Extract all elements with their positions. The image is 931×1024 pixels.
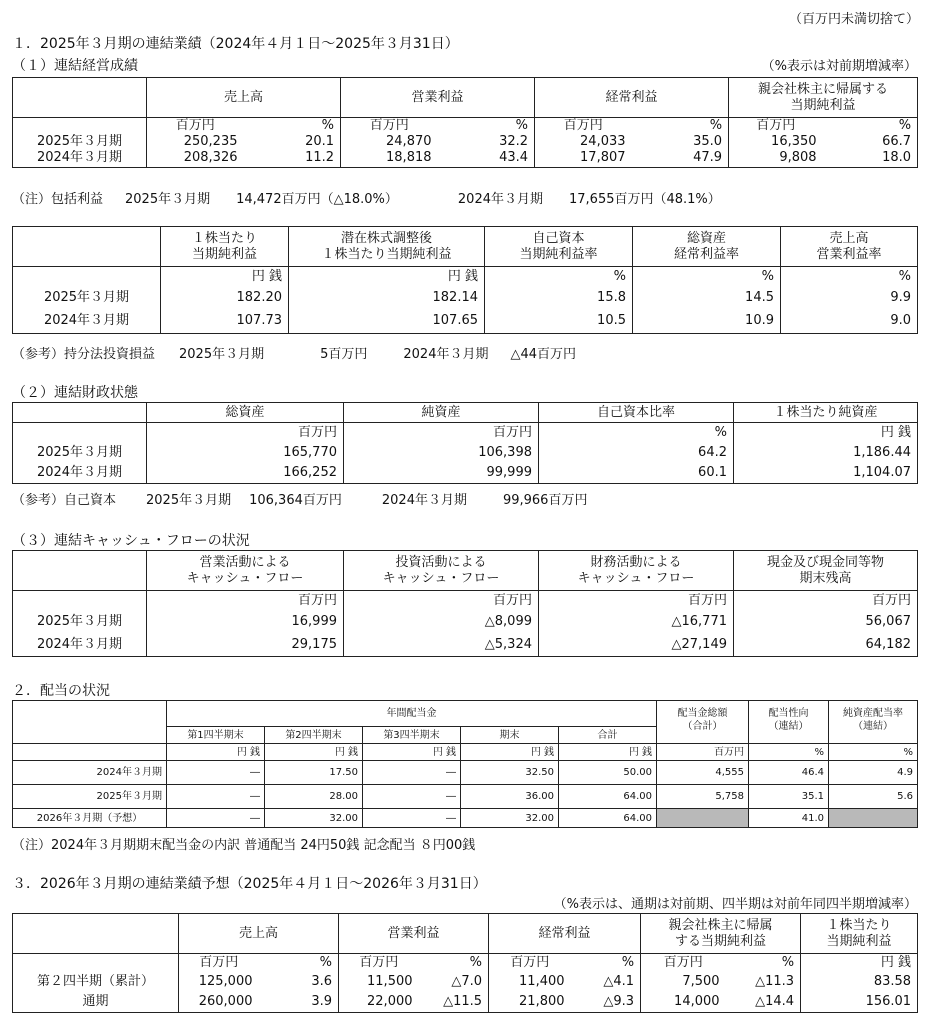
cell: 43.4 xyxy=(438,150,535,167)
unit: 百万円 xyxy=(179,954,259,972)
cell: 125,000 xyxy=(179,972,259,992)
cell: 11.2 xyxy=(244,150,341,167)
cell: 10.5 xyxy=(485,310,633,334)
header-operating-cf: 営業活動による キャッシュ・フロー xyxy=(147,551,344,591)
cell: 35.1 xyxy=(749,785,829,809)
header-roe: 自己資本 当期純利益率 xyxy=(485,227,633,267)
cell: 21,800 xyxy=(489,992,571,1013)
header-investing-cf: 投資活動による キャッシュ・フロー xyxy=(344,551,539,591)
unit: 百万円 xyxy=(147,591,344,611)
row-label: 2025年３月期 xyxy=(13,611,147,634)
dividend-note: （注）2024年３月期期末配当金の内訳 普通配当 24円50銭 記念配当 ８円00銭 xyxy=(12,838,476,853)
cell: △27,149 xyxy=(539,634,734,657)
subsection-financial-position: （２）連結財政状態 xyxy=(12,385,138,401)
header-diluted-eps: 潜在株式調整後 １株当たり当期純利益 xyxy=(289,227,485,267)
note-comprehensive-income: （注）包括利益 2025年３月期 14,472百万円（△18.0%） 2024年３月期 17,655百万円（48.1%） xyxy=(12,192,721,207)
cell: 1,104.07 xyxy=(734,463,918,484)
unit: 百万円 xyxy=(147,423,344,443)
cell: 20.1 xyxy=(244,134,341,150)
cell: 260,000 xyxy=(179,992,259,1013)
header-ordinary-profit: 経常利益 xyxy=(489,914,641,954)
table-row xyxy=(13,463,918,484)
unit: % xyxy=(749,744,829,761)
unit: % xyxy=(633,267,781,287)
header-cash-balance: 現金及び現金同等物 期末残高 xyxy=(734,551,918,591)
subsection-cash-flow: （３）連結キャッシュ・フローの状況 xyxy=(12,533,250,549)
subsection-operating-results: （１）連結経営成績 xyxy=(12,58,138,74)
cell: △9.3 xyxy=(571,992,641,1013)
cell: 22,000 xyxy=(339,992,419,1013)
cell: 106,398 xyxy=(344,443,539,463)
note-equity: （参考）自己資本 2025年３月期 106,364百万円 2024年３月期 99,966百万円 xyxy=(12,493,588,508)
cell: 24,870 xyxy=(341,134,438,150)
row-label: 2024年３月期 xyxy=(13,463,147,484)
unit-note: （百万円未満切捨て） xyxy=(788,12,919,27)
cell: ― xyxy=(167,809,265,828)
unit: % xyxy=(419,954,489,972)
cell: 32.00 xyxy=(461,809,559,828)
unit: 百万円 xyxy=(147,118,244,135)
cash-flow-table xyxy=(12,550,918,657)
cell: ― xyxy=(167,785,265,809)
header-annual-dividend: 年間配当金 xyxy=(167,701,657,727)
header-q2: 第2四半期末 xyxy=(265,727,363,744)
cell: 1,186.44 xyxy=(734,443,918,463)
cell: △7.0 xyxy=(419,972,489,992)
unit: % xyxy=(259,954,339,972)
unit: 円 銭 xyxy=(801,954,918,972)
cell: 3.6 xyxy=(259,972,339,992)
unit: % xyxy=(829,744,918,761)
cell: 11,400 xyxy=(489,972,571,992)
dividend-table xyxy=(12,700,918,828)
operating-results-table xyxy=(12,77,918,168)
cell: 64.00 xyxy=(559,809,657,828)
header-total-dividend: 配当金総額 （合計） xyxy=(657,701,749,744)
cell: 10.9 xyxy=(633,310,781,334)
header-q3: 第3四半期末 xyxy=(363,727,461,744)
unit: 円 銭 xyxy=(265,744,363,761)
unit: 円 銭 xyxy=(734,423,918,443)
cell: 56,067 xyxy=(734,611,918,634)
cell: 14.5 xyxy=(633,287,781,310)
unit: % xyxy=(244,118,341,135)
header-yearend: 期末 xyxy=(461,727,559,744)
table-row xyxy=(13,310,918,334)
cell: 165,770 xyxy=(147,443,344,463)
header-net-income: 親会社株主に帰属 する当期純利益 xyxy=(641,914,801,954)
cell: 36.00 xyxy=(461,785,559,809)
header-roa: 総資産 経常利益率 xyxy=(633,227,781,267)
header-net-income: 親会社株主に帰属する 当期純利益 xyxy=(729,78,918,118)
unit: 百万円 xyxy=(535,118,632,135)
cell: △8,099 xyxy=(344,611,539,634)
cell: 41.0 xyxy=(749,809,829,828)
cell: 16,999 xyxy=(147,611,344,634)
header-payout-ratio: 配当性向 （連結） xyxy=(749,701,829,744)
financial-position-table xyxy=(12,402,918,484)
row-label: 2025年３月期 xyxy=(13,134,147,150)
cell: ― xyxy=(363,809,461,828)
header-q1: 第1四半期末 xyxy=(167,727,265,744)
section3-title: ３．2026年３月期の連結業績予想（2025年４月１日～2026年３月31日） xyxy=(12,876,487,892)
table-row xyxy=(13,809,918,828)
unit: % xyxy=(632,118,729,135)
header-operating-profit: 営業利益 xyxy=(341,78,535,118)
cell: 14,000 xyxy=(641,992,726,1013)
cell: ― xyxy=(363,785,461,809)
cell: 250,235 xyxy=(147,134,244,150)
unit: 円 銭 xyxy=(289,267,485,287)
unit: 円 銭 xyxy=(161,267,289,287)
cell: 107.65 xyxy=(289,310,485,334)
cell: △5,324 xyxy=(344,634,539,657)
row-label: 第２四半期（累計） xyxy=(13,972,179,992)
header-equity-ratio: 自己資本比率 xyxy=(539,403,734,423)
cell: 46.4 xyxy=(749,761,829,785)
cell: 50.00 xyxy=(559,761,657,785)
row-label: 2025年３月期 xyxy=(13,287,161,310)
cell: 24,033 xyxy=(535,134,632,150)
cell: 166,252 xyxy=(147,463,344,484)
cell: 18.0 xyxy=(823,150,918,167)
cell: 29,175 xyxy=(147,634,344,657)
cell: 5.6 xyxy=(829,785,918,809)
row-label: 2024年３月期 xyxy=(13,634,147,657)
table-row xyxy=(13,611,918,634)
unit: 百万円 xyxy=(729,118,823,135)
unit: 百万円 xyxy=(344,423,539,443)
cell: 64.2 xyxy=(539,443,734,463)
unit: 円 銭 xyxy=(363,744,461,761)
row-label: 2024年３月期 xyxy=(13,761,167,785)
cell: △11.5 xyxy=(419,992,489,1013)
cell: ― xyxy=(167,761,265,785)
cell: 3.9 xyxy=(259,992,339,1013)
unit: % xyxy=(571,954,641,972)
header-sales: 売上高 xyxy=(147,78,341,118)
unit: 百万円 xyxy=(344,591,539,611)
table-row xyxy=(13,443,918,463)
table-row xyxy=(13,785,918,809)
unit: 百万円 xyxy=(339,954,419,972)
row-label: 2024年３月期 xyxy=(13,150,147,167)
cell: 16,350 xyxy=(729,134,823,150)
forecast-pct-note: （%表示は、通期は対前期、四半期は対前年同四半期増減率） xyxy=(553,897,917,912)
cell: 28.00 xyxy=(265,785,363,809)
table-row xyxy=(13,634,918,657)
cell: 35.0 xyxy=(632,134,729,150)
cell: 64,182 xyxy=(734,634,918,657)
unit: 百万円 xyxy=(341,118,438,135)
cell: 7,500 xyxy=(641,972,726,992)
header-ordinary-profit: 経常利益 xyxy=(535,78,729,118)
cell: ― xyxy=(363,761,461,785)
table-row xyxy=(13,992,918,1013)
cell: 107.73 xyxy=(161,310,289,334)
header-doe: 純資産配当率 （連結） xyxy=(829,701,918,744)
unit: % xyxy=(781,267,918,287)
cell: 66.7 xyxy=(823,134,918,150)
per-share-table xyxy=(12,226,918,334)
cell: 17,807 xyxy=(535,150,632,167)
unit: 円 銭 xyxy=(167,744,265,761)
cell: △16,771 xyxy=(539,611,734,634)
table-row xyxy=(13,150,918,167)
unit: 円 銭 xyxy=(461,744,559,761)
cell: 9,808 xyxy=(729,150,823,167)
cell: △11.3 xyxy=(726,972,801,992)
cell: △4.1 xyxy=(571,972,641,992)
unit: % xyxy=(823,118,918,135)
cell: 156.01 xyxy=(801,992,918,1013)
header-total-assets: 総資産 xyxy=(147,403,344,423)
cell: 32.00 xyxy=(265,809,363,828)
cell: 17.50 xyxy=(265,761,363,785)
cell: 9.0 xyxy=(781,310,918,334)
cell-shaded xyxy=(657,809,749,828)
unit: % xyxy=(726,954,801,972)
cell: 9.9 xyxy=(781,287,918,310)
row-label: 2024年３月期 xyxy=(13,310,161,334)
cell: 99,999 xyxy=(344,463,539,484)
cell: 32.50 xyxy=(461,761,559,785)
header-operating-profit: 営業利益 xyxy=(339,914,489,954)
header-net-assets: 純資産 xyxy=(344,403,539,423)
cell: 4.9 xyxy=(829,761,918,785)
unit: 百万円 xyxy=(489,954,571,972)
table-row xyxy=(13,134,918,150)
cell-shaded xyxy=(829,809,918,828)
row-label: 2026年３月期（予想） xyxy=(13,809,167,828)
unit: % xyxy=(539,423,734,443)
forecast-table xyxy=(12,913,918,1013)
cell: 11,500 xyxy=(339,972,419,992)
row-label: 2025年３月期 xyxy=(13,443,147,463)
cell: 208,326 xyxy=(147,150,244,167)
pct-note: （%表示は対前期増減率） xyxy=(761,59,917,74)
cell: 32.2 xyxy=(438,134,535,150)
cell: 4,555 xyxy=(657,761,749,785)
header-total: 合計 xyxy=(559,727,657,744)
unit: 百万円 xyxy=(539,591,734,611)
table-row xyxy=(13,287,918,310)
unit: % xyxy=(438,118,535,135)
section1-title: １．2025年３月期の連結業績（2024年４月１日～2025年３月31日） xyxy=(12,36,459,52)
cell: △14.4 xyxy=(726,992,801,1013)
cell: 15.8 xyxy=(485,287,633,310)
unit: 百万円 xyxy=(641,954,726,972)
header-eps: １株当たり 当期純利益 xyxy=(161,227,289,267)
header-bps: １株当たり純資産 xyxy=(734,403,918,423)
cell: 83.58 xyxy=(801,972,918,992)
header-eps: １株当たり 当期純利益 xyxy=(801,914,918,954)
header-blank xyxy=(13,78,147,118)
row-label: 2025年３月期 xyxy=(13,785,167,809)
row-label: 通期 xyxy=(13,992,179,1013)
table-row xyxy=(13,761,918,785)
cell: 60.1 xyxy=(539,463,734,484)
cell: 64.00 xyxy=(559,785,657,809)
header-sales: 売上高 xyxy=(179,914,339,954)
cell: 182.14 xyxy=(289,287,485,310)
cell: 18,818 xyxy=(341,150,438,167)
note-equity-method: （参考）持分法投資損益 2025年３月期 5百万円 2024年３月期 △44百万円 xyxy=(12,347,577,362)
unit: % xyxy=(485,267,633,287)
unit: 百万円 xyxy=(734,591,918,611)
header-op-margin: 売上高 営業利益率 xyxy=(781,227,918,267)
cell: 47.9 xyxy=(632,150,729,167)
cell: 182.20 xyxy=(161,287,289,310)
cell: 5,758 xyxy=(657,785,749,809)
unit: 百万円 xyxy=(657,744,749,761)
header-financing-cf: 財務活動による キャッシュ・フロー xyxy=(539,551,734,591)
unit: 円 銭 xyxy=(559,744,657,761)
table-row xyxy=(13,972,918,992)
section2-title: ２．配当の状況 xyxy=(12,683,110,699)
